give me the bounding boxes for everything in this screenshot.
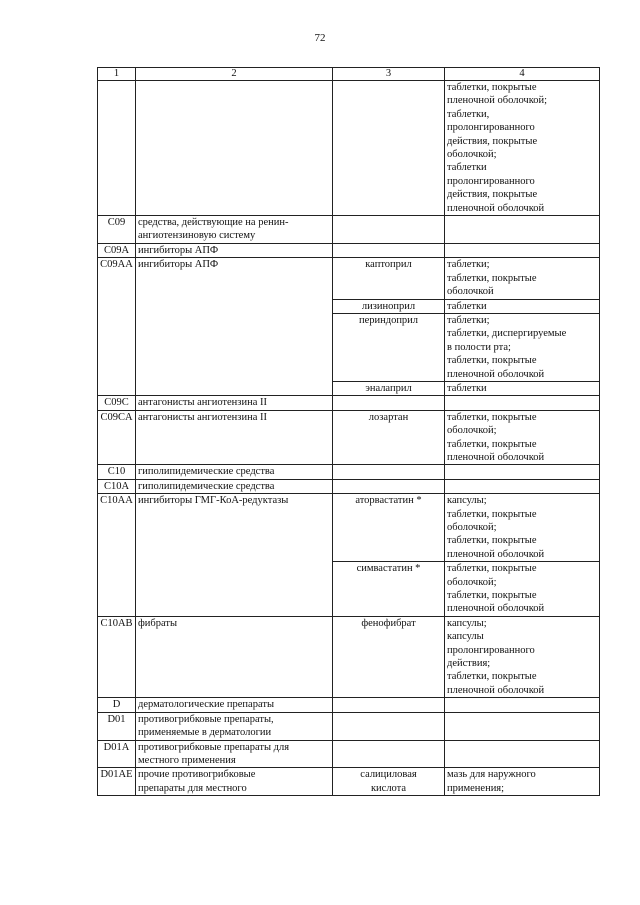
group-name-cell: ингибиторы ГМГ-КоА-редуктазы <box>136 494 333 617</box>
drug-name-cell: салициловая кислота <box>333 768 445 796</box>
group-name-cell: средства, действующие на ренин- ангиотензиновую систему <box>136 216 333 244</box>
drug-name-cell <box>333 740 445 768</box>
drug-name-cell: фенофибрат <box>333 616 445 697</box>
dosage-form-cell: таблетки; таблетки, покрытые оболочкой <box>445 258 600 299</box>
table-row <box>98 243 600 257</box>
atc-code-cell: C10A <box>98 479 136 493</box>
dosage-form-cell <box>445 216 600 244</box>
table-row <box>98 396 600 410</box>
group-name-cell: гиполипидемические средства <box>136 465 333 479</box>
table-row <box>98 81 600 216</box>
group-name-cell: прочие противогрибковые препараты для местного <box>136 768 333 796</box>
table-row <box>98 740 600 768</box>
table-row <box>98 465 600 479</box>
dosage-form-cell <box>445 465 600 479</box>
drug-name-cell: аторвастатин * <box>333 494 445 562</box>
page-number: 72 <box>314 32 326 44</box>
dosage-form-cell <box>445 396 600 410</box>
dosage-form-cell: капсулы; таблетки, покрытые оболочкой; таблетки, покрытые пленочной оболочкой <box>445 494 600 562</box>
atc-code-cell: C09AA <box>98 258 136 396</box>
drug-name-cell: периндоприл <box>333 313 445 381</box>
atc-code-cell: C09 <box>98 216 136 244</box>
table-row <box>98 410 600 465</box>
table-row <box>98 768 600 796</box>
drug-name-cell <box>333 81 445 216</box>
table-row <box>98 479 600 493</box>
dosage-form-cell: таблетки, покрытые оболочкой; таблетки, покрытые пленочной оболочкой <box>445 410 600 465</box>
table-row <box>98 258 600 299</box>
column-header: 3 <box>333 68 445 81</box>
atc-code-cell: D01A <box>98 740 136 768</box>
drug-name-cell <box>333 396 445 410</box>
drug-name-cell: эналаприл <box>333 381 445 395</box>
atc-code-cell <box>98 81 136 216</box>
atc-code-cell: C10AA <box>98 494 136 617</box>
group-name-cell: противогрибковые препараты для местного применения <box>136 740 333 768</box>
group-name-cell: ингибиторы АПФ <box>136 258 333 396</box>
dosage-form-cell: таблетки <box>445 381 600 395</box>
group-name-cell: ингибиторы АПФ <box>136 243 333 257</box>
group-name-cell: гиполипидемические средства <box>136 479 333 493</box>
group-name-cell: фибраты <box>136 616 333 697</box>
atc-code-cell: C09A <box>98 243 136 257</box>
table-row <box>98 712 600 740</box>
dosage-form-cell <box>445 740 600 768</box>
group-name-cell: антагонисты ангиотензина II <box>136 410 333 465</box>
drug-name-cell <box>333 465 445 479</box>
table-body <box>98 68 600 796</box>
drug-table <box>97 67 600 796</box>
drug-name-cell: симвастатин * <box>333 562 445 617</box>
dosage-form-cell: таблетки, покрытые оболочкой; таблетки, покрытые пленочной оболочкой <box>445 562 600 617</box>
table-row <box>98 494 600 562</box>
dosage-form-cell <box>445 712 600 740</box>
column-header: 4 <box>445 68 600 81</box>
group-name-cell: дерматологические препараты <box>136 698 333 712</box>
table-row <box>98 216 600 244</box>
table-row <box>98 616 600 697</box>
atc-code-cell: C10 <box>98 465 136 479</box>
header-row <box>98 68 600 81</box>
atc-code-cell: C09C <box>98 396 136 410</box>
atc-code-cell: C09CA <box>98 410 136 465</box>
atc-code-cell: D <box>98 698 136 712</box>
group-name-cell <box>136 81 333 216</box>
atc-code-cell: D01 <box>98 712 136 740</box>
drug-name-cell <box>333 479 445 493</box>
drug-name-cell: лозартан <box>333 410 445 465</box>
group-name-cell: антагонисты ангиотензина II <box>136 396 333 410</box>
drug-name-cell <box>333 698 445 712</box>
dosage-form-cell <box>445 243 600 257</box>
dosage-form-cell <box>445 698 600 712</box>
dosage-form-cell: капсулы; капсулы пролонгированного действия; таблетки, покрытые пленочной оболочкой <box>445 616 600 697</box>
drug-name-cell: каптоприл <box>333 258 445 299</box>
dosage-form-cell: мазь для наружного применения; <box>445 768 600 796</box>
dosage-form-cell: таблетки, покрытые пленочной оболочкой; таблетки, пролонгированного действия, покрытые оболочкой; таблетки пролонгированного действия, покрытые пленочной оболочкой <box>445 81 600 216</box>
drug-name-cell <box>333 243 445 257</box>
drug-name-cell: лизиноприл <box>333 299 445 313</box>
dosage-form-cell: таблетки; таблетки, диспергируемые в полости рта; таблетки, покрытые пленочной оболочкой <box>445 313 600 381</box>
column-header: 2 <box>136 68 333 81</box>
group-name-cell: противогрибковые препараты, применяемые в дерматологии <box>136 712 333 740</box>
column-header: 1 <box>98 68 136 81</box>
drug-name-cell <box>333 216 445 244</box>
dosage-form-cell: таблетки <box>445 299 600 313</box>
dosage-form-cell <box>445 479 600 493</box>
atc-code-cell: C10AB <box>98 616 136 697</box>
drug-name-cell <box>333 712 445 740</box>
table-row <box>98 698 600 712</box>
atc-code-cell: D01AE <box>98 768 136 796</box>
